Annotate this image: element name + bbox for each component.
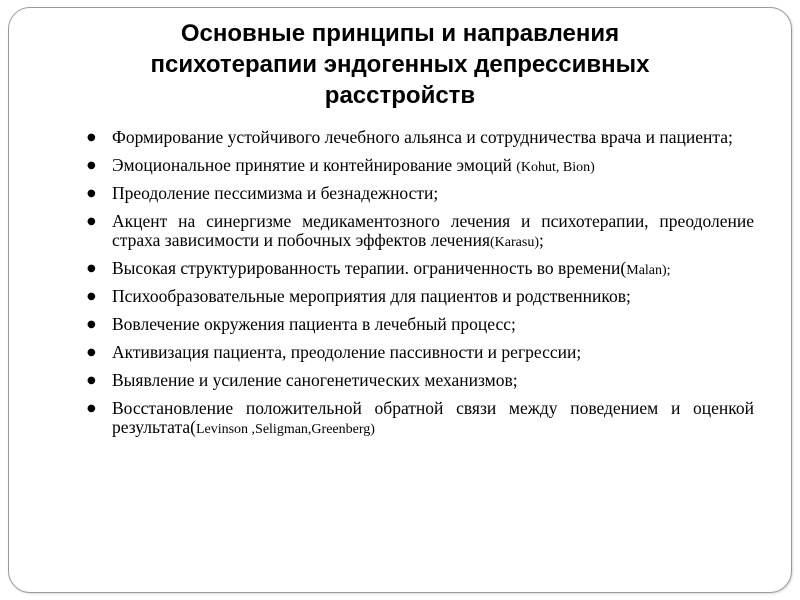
list-item <box>86 184 754 205</box>
list-item-citation: Levinson ,Seligman,Greenberg) <box>195 422 375 437</box>
list-item-text: Восстановление положительной обратной связи между поведением и оценкой результата( <box>112 398 754 437</box>
list-item <box>86 156 754 177</box>
list-item <box>86 287 754 308</box>
list-item-text: Высокая структурированность терапии. ограниченность во времени( <box>112 258 627 278</box>
disc-bullet-icon: ● <box>87 347 96 358</box>
list-item <box>86 212 754 252</box>
title-line-2: психотерапии эндогенных депрессивных <box>150 51 650 78</box>
list-item <box>86 259 754 280</box>
title-line-3: расстройств <box>324 82 476 109</box>
disc-bullet-icon: ● <box>87 403 96 414</box>
list-item-text: Эмоциональное принятие и контейнирование эмоций <box>112 155 517 175</box>
disc-bullet-icon: ● <box>87 188 96 199</box>
list-item <box>86 399 754 439</box>
list-item <box>86 343 754 364</box>
disc-bullet-icon: ● <box>87 216 96 227</box>
list-item-text: Активизация пациента, преодоление пассивности и регрессии; <box>112 342 582 362</box>
list-item-text: Формирование устойчивого лечебного альянса и сотрудничества врача и пациента; <box>112 127 733 147</box>
list-item-text: Психообразовательные мероприятия для пациентов и родственников; <box>112 286 631 306</box>
list-item-text: Выявление и усиление саногенетических механизмов; <box>112 370 518 390</box>
list-item-citation: (Kohut, Bion) <box>516 160 595 175</box>
title-line-1: Основные принципы и направления <box>180 20 620 47</box>
list-item-citation: Malan); <box>626 263 671 278</box>
disc-bullet-icon: ● <box>87 132 96 143</box>
list-item-tail: ; <box>539 230 544 250</box>
disc-bullet-icon: ● <box>87 291 96 302</box>
disc-bullet-icon: ● <box>87 263 96 274</box>
list-item <box>86 128 754 149</box>
disc-bullet-icon: ● <box>87 319 96 330</box>
list-item-text: Преодоление пессимизма и безнадежности; <box>112 183 439 203</box>
bullet-list <box>86 128 754 446</box>
list-item-text: Акцент на синергизме медикаментозного лечения и психотерапии, преодоление страха зависимости и побочных эффектов лечения <box>112 211 754 250</box>
disc-bullet-icon: ● <box>87 160 96 171</box>
disc-bullet-icon: ● <box>87 375 96 386</box>
list-item <box>86 315 754 336</box>
list-item-citation: (Karasu) <box>490 235 539 250</box>
list-item <box>86 371 754 392</box>
slide-title <box>0 18 800 111</box>
list-item-text: Вовлечение окружения пациента в лечебный процесс; <box>112 314 516 334</box>
